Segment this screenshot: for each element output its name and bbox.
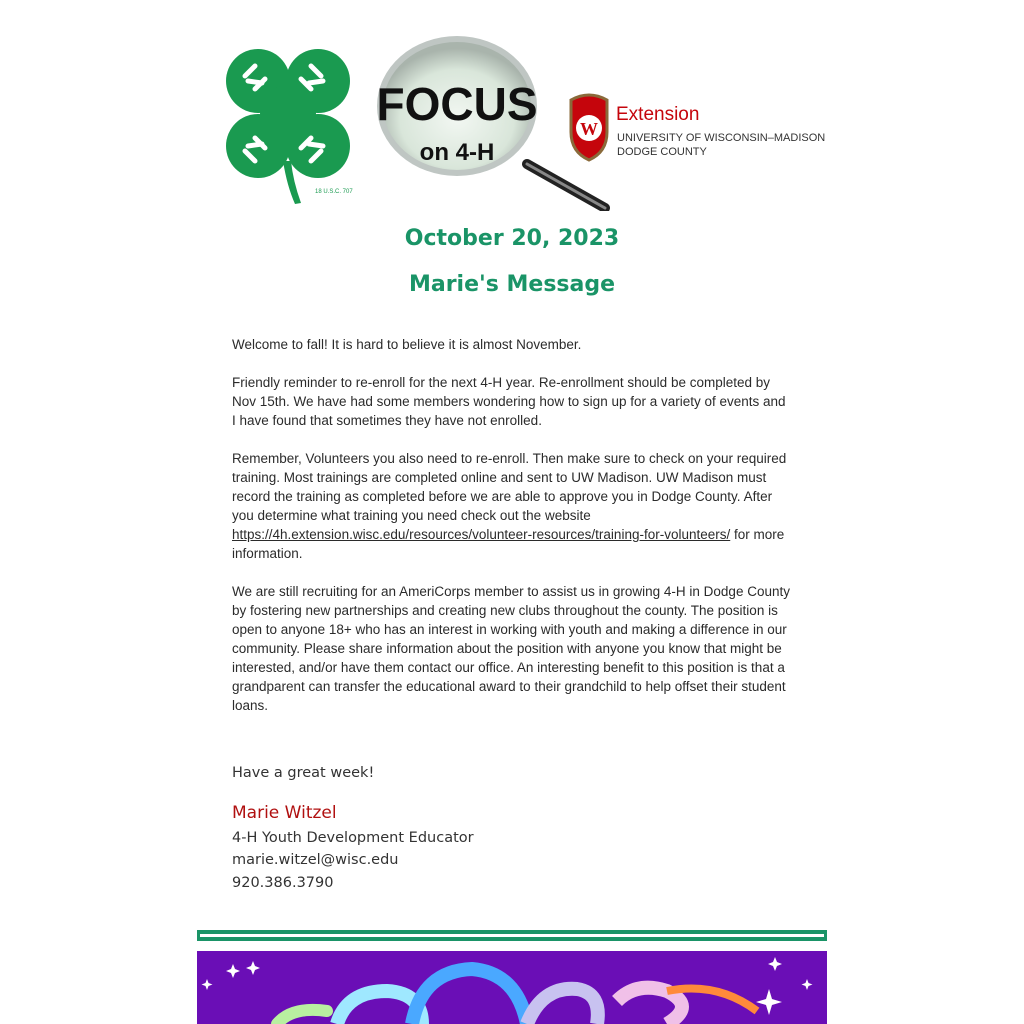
focus-word: FOCUS	[377, 78, 538, 130]
extension-county: DODGE COUNTY	[617, 146, 707, 158]
signature-phone: 920.386.3790	[232, 875, 334, 891]
message-title: Marie's Message	[408, 272, 616, 297]
section-divider	[197, 930, 827, 941]
uw-crest-icon	[567, 92, 611, 162]
svg-text:W: W	[580, 119, 598, 139]
paragraph-welcome: Welcome to fall! It is hard to believe it is almost November.	[232, 337, 582, 352]
paragraph-reenroll: Friendly reminder to re-enroll for the next 4-H year. Re-enrollment should be completed by Nov 15th. We have had some members wondering how to sign up for a variety of events and I have found that sometimes they have not enrolled.	[232, 375, 786, 428]
next-section-banner	[197, 951, 827, 1024]
focus-subword: on 4-H	[419, 139, 495, 166]
signoff: Have a great week!	[232, 765, 375, 781]
training-link[interactable]: https://4h.extension.wisc.edu/resources/volunteer-resources/training-for-volunteers/	[232, 527, 731, 542]
newsletter-date: October 20, 2023	[404, 226, 620, 251]
uw-extension-logo	[567, 92, 826, 162]
extension-university: UNIVERSITY OF WISCONSIN–MADISON	[617, 132, 826, 144]
header-banner	[197, 36, 827, 211]
signature-name: Marie Witzel	[232, 803, 337, 823]
signature-role: 4-H Youth Development Educator	[232, 830, 474, 846]
clover-trademark: 18 U.S.C. 707	[315, 189, 353, 195]
message-body	[232, 335, 792, 734]
sparkle-graphic	[197, 951, 827, 1024]
paragraph-americorps: We are still recruiting for an AmeriCorps member to assist us in growing 4-H in Dodge County by fostering new partnerships and creating new clubs throughout the county. The position is open to anyone 18+ who has an interest in working with youth and making a difference in our community. Please share information about the position with anyone you know that might be interested, and/or have them contact our office. An interesting benefit to this position is that a grandparent can transfer the educational award to their grandchild to help offset their student loans.	[232, 584, 790, 713]
signature-email[interactable]: marie.witzel@wisc.edu	[232, 852, 399, 868]
extension-title: Extension	[616, 104, 700, 125]
4h-clover-logo	[213, 41, 363, 206]
paragraph-volunteers: Remember, Volunteers you also need to re-enroll. Then make sure to check on your required training. Most trainings are completed online and sent to UW Madison. UW Madison must record the training as completed before we are able to approve you in Dodge County. After you determine what training you need check out the website https://4h.extension.wisc.edu/resources/volunteer-resources/training-for-volunteers/ for more information.	[232, 451, 787, 561]
newsletter	[197, 0, 827, 1024]
